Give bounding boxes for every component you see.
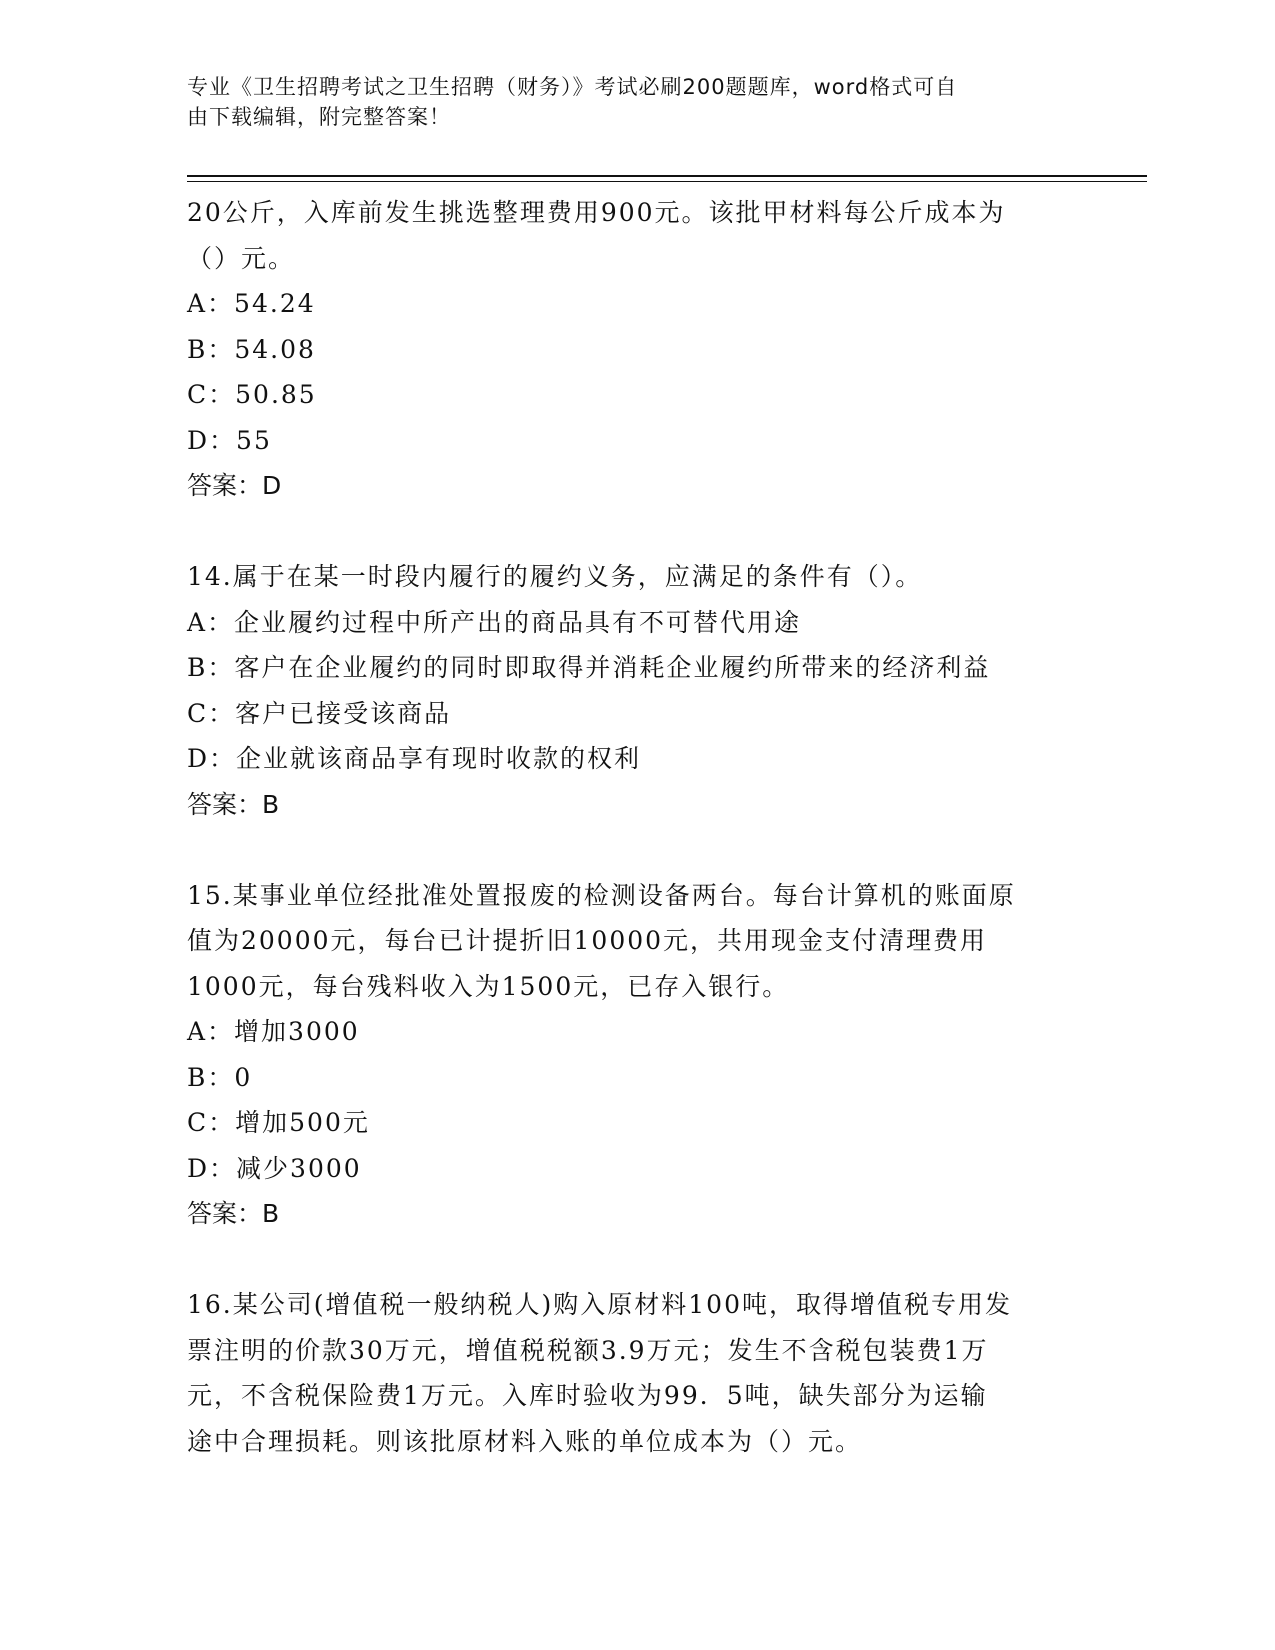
spacer [187,827,1087,873]
question-stem-line: 值为20000元，每台已计提折旧10000元，共用现金支付清理费用 [187,926,988,955]
header-divider-thin [187,181,1147,182]
option-a: A：企业履约过程中所产出的商品具有不可替代用途 [187,607,802,637]
option-b: B：客户在企业履约的同时即取得并消耗企业履约所带来的经济利益 [187,653,991,682]
option-d: D：企业就该商品享有现时收款的权利 [187,744,642,773]
option-d: D：减少3000 [187,1153,362,1183]
question-15 [187,873,1087,1237]
option-b: B：0 [187,1062,253,1092]
option-a: A：54.24 [187,289,316,318]
header-line-2: 由下载编辑，附完整答案！ [187,105,451,129]
option-d: D：55 [187,425,272,455]
question-stem-line: 票注明的价款30万元，增值税税额3.9万元；发生不含税包装费1万 [187,1335,989,1365]
header-line-1: 专业《卫生招聘考试之卫生招聘（财务）》考试必刷200题题库，word格式可自 [187,75,958,99]
spacer [187,509,1087,555]
question-14 [187,554,1087,827]
question-stem-line: 16.某公司(增值税一般纳税人)购入原材料100吨，取得增值税专用发 [187,1290,1012,1319]
option-b: B：54.08 [187,334,316,364]
answer: 答案：D [187,471,282,500]
answer: 答案：B [187,789,280,819]
document-header [187,72,1067,132]
question-stem-line: 14.属于在某一时段内履行的履约义务，应满足的条件有（）。 [187,562,923,591]
question-stem-line: 元，不含税保险费1万元。入库时验收为99．5吨，缺失部分为运输 [187,1381,988,1410]
option-a: A：增加3000 [187,1017,360,1046]
option-c: C：客户已接受该商品 [187,698,452,728]
option-c: C：增加500元 [187,1108,370,1137]
question-stem-line: 15.某事业单位经批准处置报废的检测设备两台。每台计算机的账面原 [187,880,1016,910]
question-stem-line: （）元。 [187,243,296,273]
spacer [187,1237,1087,1283]
question-13 [187,190,1087,509]
header-divider-thick [187,175,1147,177]
question-stem-line: 1000元，每台残料收入为1500元，已存入银行。 [187,971,790,1001]
question-list [187,190,1087,1464]
question-16 [187,1282,1087,1464]
question-stem-line: 途中合理损耗。则该批原材料入账的单位成本为（）元。 [187,1426,863,1456]
answer: 答案：B [187,1199,280,1228]
option-c: C：50.85 [187,380,317,409]
question-stem-line: 20公斤，入库前发生挑选整理费用900元。该批甲材料每公斤成本为 [187,198,1006,227]
